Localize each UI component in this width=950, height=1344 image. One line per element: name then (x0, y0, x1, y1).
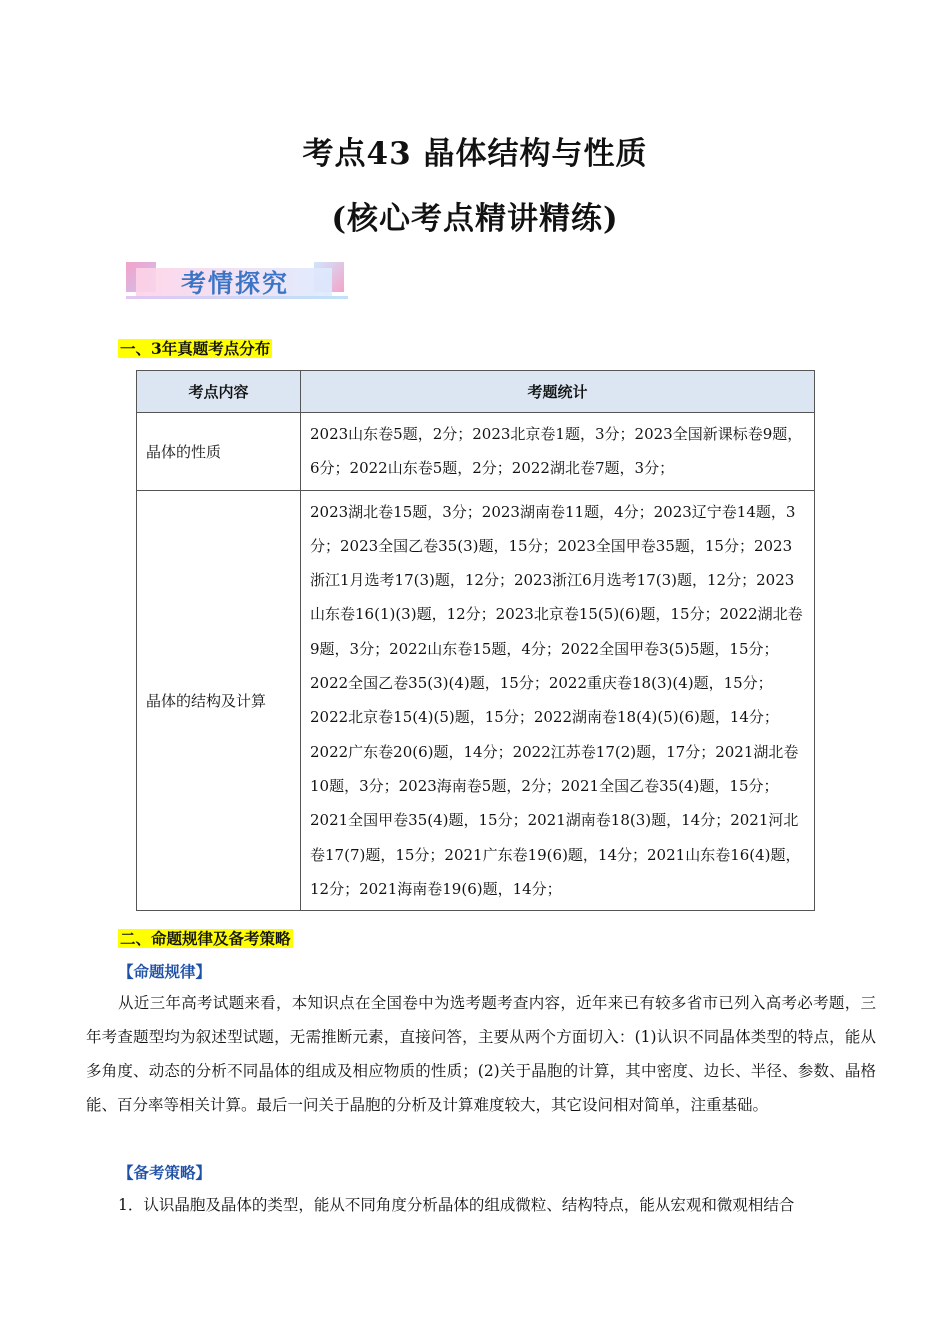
table-cell-topic: 晶体的性质 (137, 413, 301, 491)
rule-paragraph: 从近三年高考试题来看，本知识点在全国卷中为选考题考查内容，近年来已有较多省市已列入高考必考题，三年考查题型均为叙述型试题，无需推断元素，直接问答，主要从两个方面切入：(1)认识不同晶体类型的特点，能从多角度、动态的分析不同晶体的组成及相应物质的性质；(2)关于晶胞的计算，其中密度、边长、半径、参数、晶格能、百分率等相关计算。最后一问关于晶胞的分析及计算难度较大，其它设问相对简单，注重基础。 (86, 994, 876, 1114)
table-row (137, 413, 815, 491)
page-title: 考点43 晶体结构与性质 (302, 136, 648, 172)
page-subtitle: (核心考点精讲精练) (331, 201, 619, 237)
strategy-paragraph: 1．认识晶胞及晶体的类型，能从不同角度分析晶体的组成微粒、结构特点，能从宏观和微观相结合 (118, 1196, 795, 1214)
table-header-topic: 考点内容 (137, 371, 301, 413)
table-row (137, 490, 815, 911)
section-heading-distribution: 一、3年真题考点分布 (120, 339, 271, 358)
table-header-stats: 考题统计 (301, 371, 815, 413)
exam-stats-table (136, 370, 815, 911)
banner-label: 考情探究 (180, 269, 289, 298)
strategy-heading: 【备考策略】 (118, 1163, 212, 1182)
table-header-row (137, 371, 815, 413)
rule-heading: 【命题规律】 (118, 962, 212, 981)
table-cell-stats: 2023山东卷5题，2分；2023北京卷1题，3分；2023全国新课标卷9题，6分；2022山东卷5题，2分；2022湖北卷7题，3分； (301, 413, 815, 491)
table-cell-stats: 2023湖北卷15题，3分；2023湖南卷11题，4分；2023辽宁卷14题，3分；2023全国乙卷35(3)题，15分；2023全国甲卷35题，15分；2023浙江1月选考17(3)题，12分；2023浙江6月选考17(3)题，12分；2023山东卷16(1)(3)题，12分；2023北京卷15(5)(6)题，15分；2022湖北卷9题，3分；2022山东卷15题，4分；2022全国甲卷3(5)5题，15分；2022全国乙卷35(3)(4)题，15分；2022重庆卷18(3)(4)题，15分；2022北京卷15(4)(5)题，15分；2022湖南卷18(4)(5)(6)题，14分；2022广东卷20(6)题，14分；2022江苏卷17(2)题，17分；2021湖北卷10题，3分；2023海南卷5题，2分；2021全国乙卷35(4)题，15分；2021全国甲卷35(4)题，15分；2021湖南卷18(3)题，14分；2021河北卷17(7)题，15分；2021广东卷19(6)题，14分；2021山东卷16(4)题，12分；2021海南卷19(6)题，14分； (301, 490, 815, 911)
section-banner (122, 258, 348, 304)
table-cell-topic: 晶体的结构及计算 (137, 490, 301, 911)
section-heading-strategy: 二、命题规律及备考策略 (120, 929, 291, 948)
